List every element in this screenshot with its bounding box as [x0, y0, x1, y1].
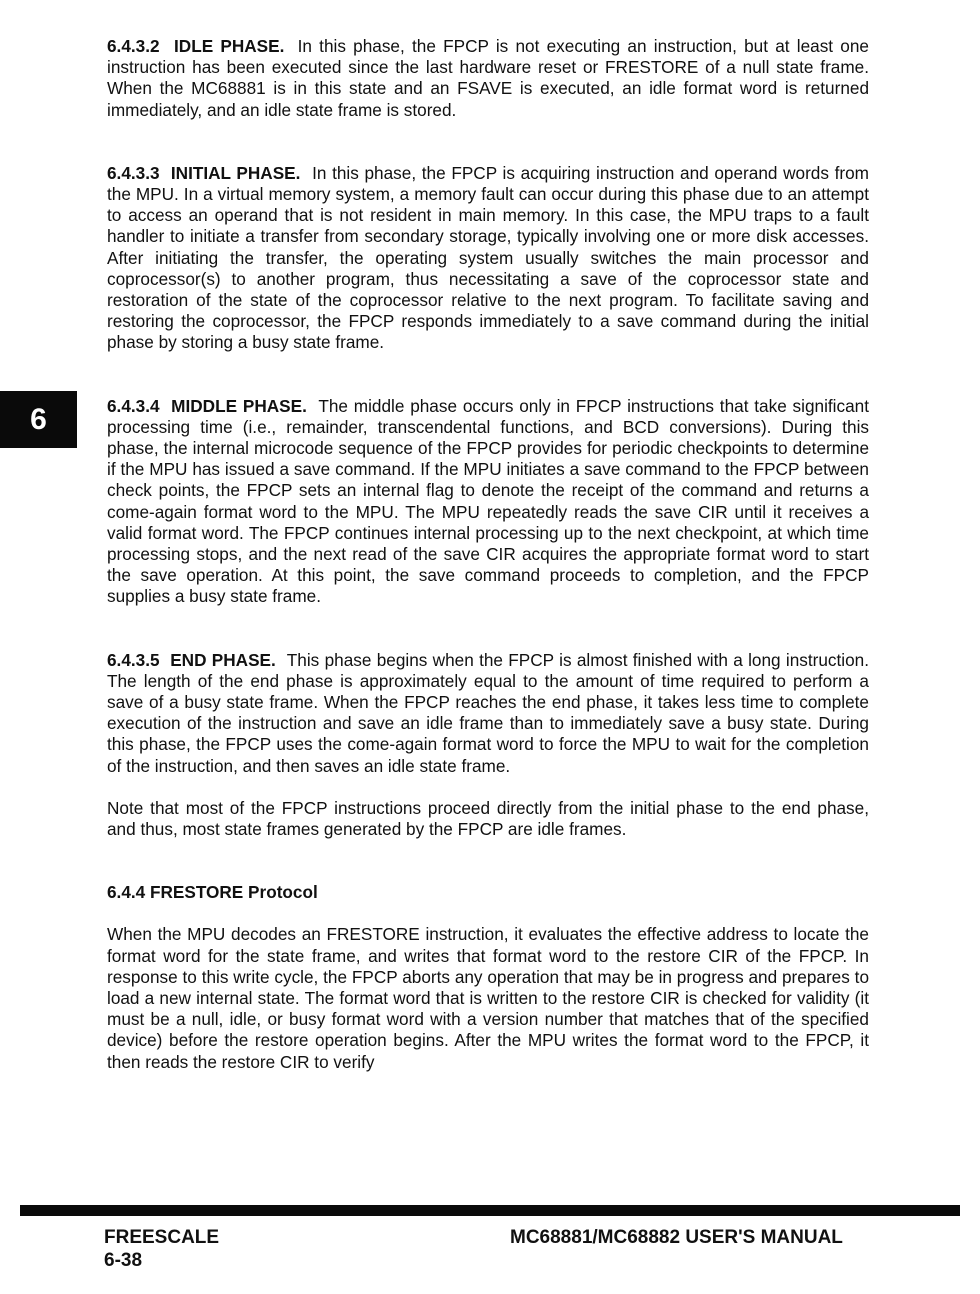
footer-left: [104, 1226, 219, 1272]
chapter-tab: 6: [0, 391, 77, 448]
footer-rule: [20, 1205, 960, 1216]
frestore-heading: 6.4.4 FRESTORE Protocol: [107, 882, 318, 903]
section-text: In this phase, the FPCP is acquiring instruction and operand words from the MPU. In a virtual memory system, a memory fault can occur during this phase due to an attempt to access an operand that is not resident in main memory. In this case, the MPU traps to a fault handler to initiate a transfer from secondary storage, typically involving one or more disk accesses. After initiating the transfer, the operating system usually switches the main processor and coprocessor(s) to another program, thus necessitating a save of the coprocessor state and restoration of the state of the coprocessor relative to the next program. To facilitate saving and restoring the coprocessor, the FPCP responds immediately to a save command during the initial phase by storing a busy state frame.: [107, 162, 869, 353]
note-paragraph: Note that most of the FPCP instructions proceed directly from the initial phase to the end phase, and thus, most state frames generated by the FPCP are idle frames.: [107, 797, 869, 840]
section-heading: 6.4.3.5 END PHASE.: [107, 649, 276, 670]
footer-page-number: 6-38: [104, 1250, 143, 1271]
footer-manual-title: MC68881/MC68882 USER'S MANUAL: [510, 1227, 843, 1248]
section-heading: 6.4.3.2 IDLE PHASE.: [107, 36, 285, 56]
footer-brand: FREESCALE: [104, 1227, 220, 1248]
section-heading: 6.4.3.3 INITIAL PHASE.: [107, 162, 301, 183]
page-body: [107, 36, 869, 1073]
section-middle-phase: [107, 396, 869, 608]
section-heading: 6.4.3.4 MIDDLE PHASE.: [107, 395, 307, 416]
frestore-paragraph: When the MPU decodes an FRESTORE instruction, it evaluates the effective address to locate the format word for the state frame, and writes that format word to the restore CIR of the FPCP. In response to this write cycle, the FPCP aborts any operation that may be in progress and prepares to load a new internal state. The format word that is written to the restore CIR is checked for validity (it must be a null, idle, or busy format word with a version number that matches that of the specified device) before the restore operation begins. After the MPU writes the format word to the FPCP, it then reads the restore CIR to verify: [107, 924, 869, 1072]
section-end-phase: [107, 650, 869, 777]
section-text: The middle phase occurs only in FPCP instructions that take significant processing time (i.e., remainder, transcendental functions, and BCD conversions). During this phase, the internal microcode sequence of the FPCP provides for periodic checkpoints to determine if the MPU has issued a save command. If the MPU initiates a save command to the FPCP between check points, the FPCP sets an internal flag to denote the receipt of the command and returns a come-again format word to the MPU. The MPU repeatedly reads the save CIR until it receives a valid format word. The FPCP continues internal processing up to the next checkpoint, at which time processing stops, and the next read of the save CIR acquires the appropriate format word to start the save operation. At this point, the save command proceeds to completion, and the FPCP supplies a busy state frame.: [107, 395, 869, 607]
section-idle-phase: [107, 36, 869, 121]
section-initial-phase: [107, 163, 869, 354]
section-text: In this phase, the FPCP is not executing an instruction, but at least one instruction has been executed since the last hardware reset or FRESTORE of a null state frame. When the MC68881 is in this state and an FSAVE is executed, an idle format word is returned immediately, and an idle state frame is stored.: [107, 36, 869, 120]
section-text: This phase begins when the FPCP is almost finished with a long instruction. The length of the end phase is approximately equal to the amount of time required to perform a save of a busy state frame. When the FPCP reaches the end phase, it takes less time to complete execution of the instruction and save an idle frame than to immediately save a busy state. During this phase, the FPCP uses the come-again format word to force the MPU to wait for the completion of the instruction, and then saves an idle state frame.: [107, 649, 869, 776]
